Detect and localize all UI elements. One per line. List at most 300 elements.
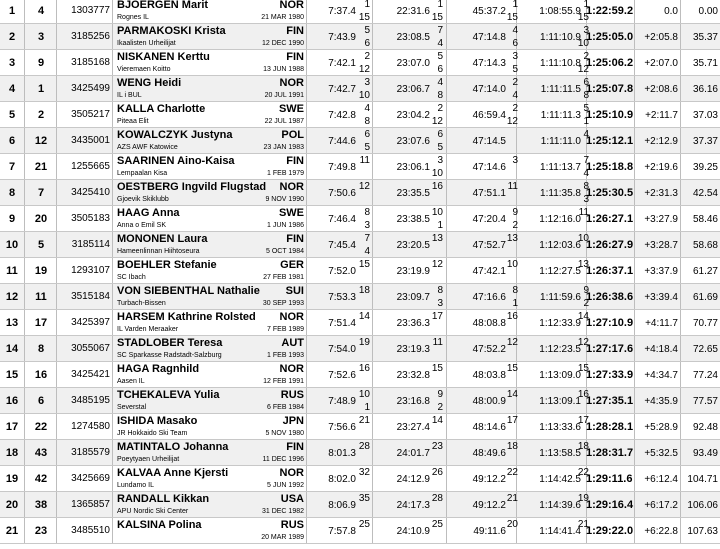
split-4-rank-top: 17 bbox=[577, 415, 589, 426]
bib-cell: 43 bbox=[34, 447, 48, 459]
column-divider bbox=[112, 492, 113, 517]
finish-time: 1:27:17.6 bbox=[586, 343, 634, 355]
column-divider bbox=[372, 388, 373, 413]
column-divider bbox=[372, 0, 373, 23]
column-divider bbox=[56, 362, 57, 387]
split-time-4: 1:13:09.0 bbox=[539, 370, 581, 381]
time-behind: 0.0 bbox=[664, 6, 678, 17]
column-divider bbox=[56, 206, 57, 231]
fis-points: 77.24 bbox=[692, 370, 718, 381]
athlete-name: KALVAA Anne Kjersti bbox=[117, 467, 229, 479]
athlete-name: MONONEN Laura bbox=[117, 233, 208, 245]
column-divider bbox=[24, 232, 25, 257]
split-time-2: 23:06.1 bbox=[396, 162, 430, 173]
athlete-name: VON SIEBENTHAL Nathalie bbox=[117, 285, 260, 297]
fis-points: 72.65 bbox=[692, 344, 718, 355]
split-2-rank-top: 1 bbox=[437, 0, 443, 10]
nation-code: SUI bbox=[285, 285, 304, 297]
time-behind: +3:37.9 bbox=[644, 266, 678, 277]
bib-cell: 17 bbox=[34, 317, 48, 329]
nation-code: FIN bbox=[286, 155, 304, 167]
split-3-rank-top: 16 bbox=[506, 311, 518, 322]
athlete-name: HARSEM Kathrine Rolsted bbox=[117, 311, 256, 323]
split-time-1: 7:52.0 bbox=[328, 266, 356, 277]
birth-date: 20 JUL 1991 bbox=[264, 92, 304, 99]
column-divider bbox=[24, 492, 25, 517]
rank-cell: 21 bbox=[5, 525, 19, 537]
split-3-rank-top: 21 bbox=[506, 493, 518, 504]
column-divider bbox=[112, 310, 113, 335]
result-row bbox=[0, 76, 720, 102]
column-divider bbox=[372, 336, 373, 361]
split-time-1: 7:57.8 bbox=[328, 526, 356, 537]
column-divider bbox=[446, 440, 447, 465]
fis-code-cell: 3185168 bbox=[71, 57, 110, 68]
time-behind: +2:12.9 bbox=[644, 136, 678, 147]
finish-time: 1:29:11.6 bbox=[586, 473, 633, 485]
split-time-4: 1:11:13.7 bbox=[540, 162, 581, 173]
column-divider bbox=[372, 232, 373, 257]
bib-cell: 12 bbox=[34, 135, 48, 147]
finish-time: 1:26:38.6 bbox=[586, 291, 634, 303]
column-divider bbox=[24, 0, 25, 23]
athlete-name: TCHEKALEVA Yulia bbox=[117, 389, 220, 401]
rank-cell: 17 bbox=[5, 421, 19, 433]
split-time-4: 1:11:35.8 bbox=[540, 188, 581, 199]
split-3-rank-top: 10 bbox=[506, 259, 518, 270]
column-divider bbox=[634, 24, 635, 49]
club-name: SC Ibach bbox=[117, 274, 146, 281]
fis-code-cell: 3435001 bbox=[71, 135, 110, 146]
column-divider bbox=[372, 154, 373, 179]
split-1-rank-top: 15 bbox=[358, 259, 370, 270]
split-2-rank-top: 26 bbox=[431, 467, 443, 478]
finish-time: 1:25:10.9 bbox=[586, 109, 634, 121]
split-time-3: 49:11.6 bbox=[473, 526, 506, 537]
split-4-rank-top: 1 bbox=[583, 0, 589, 10]
time-behind: +6:17.2 bbox=[644, 500, 678, 511]
split-time-3: 47:52.2 bbox=[472, 344, 506, 355]
fis-points: 70.77 bbox=[692, 318, 718, 329]
split-time-3: 47:16.6 bbox=[472, 292, 506, 303]
rank-cell: 9 bbox=[8, 213, 16, 225]
split-time-4: 1:13:58.5 bbox=[539, 448, 581, 459]
birth-date: 31 DEC 1982 bbox=[261, 508, 304, 515]
split-time-2: 24:01.7 bbox=[396, 448, 430, 459]
split-4-rank-top: 19 bbox=[577, 493, 589, 504]
split-3-rank-bottom: 12 bbox=[506, 116, 518, 127]
birth-date: 1 FEB 1979 bbox=[267, 170, 304, 177]
club-name: Turbach-Bissen bbox=[117, 300, 166, 307]
fis-points: 61.69 bbox=[692, 292, 718, 303]
column-divider bbox=[56, 232, 57, 257]
split-2-rank-top: 25 bbox=[431, 519, 443, 530]
column-divider bbox=[112, 154, 113, 179]
birth-date: 6 FEB 1984 bbox=[267, 404, 304, 411]
column-divider bbox=[24, 284, 25, 309]
athlete-name: PARMAKOSKI Krista bbox=[117, 25, 226, 37]
split-1-rank-top: 18 bbox=[358, 285, 370, 296]
result-row bbox=[0, 362, 720, 388]
club-name: IL Varden Meraaker bbox=[117, 326, 179, 333]
split-1-rank-top: 4 bbox=[364, 103, 370, 114]
column-divider bbox=[634, 284, 635, 309]
rank-cell: 15 bbox=[5, 369, 19, 381]
club-name: Ikaalisten Urheilijat bbox=[117, 40, 176, 47]
nation-code: RUS bbox=[280, 519, 304, 531]
split-2-rank-top: 6 bbox=[437, 129, 443, 140]
split-3-rank-top: 3 bbox=[512, 155, 518, 166]
column-divider bbox=[446, 154, 447, 179]
time-behind: +2:19.6 bbox=[644, 162, 678, 173]
column-divider bbox=[24, 336, 25, 361]
column-divider bbox=[634, 310, 635, 335]
rank-cell: 3 bbox=[8, 57, 16, 69]
rank-cell: 19 bbox=[5, 473, 19, 485]
split-1-rank-bottom: 15 bbox=[358, 12, 370, 23]
time-behind: +6:12.4 bbox=[644, 474, 678, 485]
birth-date: 23 JAN 1983 bbox=[263, 144, 304, 151]
split-time-2: 23:09.7 bbox=[396, 292, 430, 303]
fis-points: 58.68 bbox=[692, 240, 718, 251]
finish-time: 1:25:07.8 bbox=[586, 83, 634, 95]
split-time-3: 48:49.6 bbox=[472, 448, 506, 459]
split-time-4: 1:11:59.6 bbox=[540, 292, 581, 303]
nation-code: AUT bbox=[281, 337, 304, 349]
split-time-4: 1:11:11.5 bbox=[540, 84, 581, 95]
rank-cell: 11 bbox=[6, 265, 18, 277]
birth-date: 7 FEB 1989 bbox=[267, 326, 304, 333]
column-divider bbox=[56, 518, 57, 543]
fis-code-cell: 3505183 bbox=[71, 213, 110, 224]
split-2-rank-top: 5 bbox=[437, 51, 443, 62]
athlete-name: OESTBERG Ingvild Flugstad bbox=[117, 181, 267, 193]
rank-cell: 13 bbox=[5, 317, 19, 329]
time-behind: +2:31.3 bbox=[644, 188, 678, 199]
split-1-rank-top: 2 bbox=[364, 51, 370, 62]
fis-code-cell: 3185114 bbox=[71, 239, 110, 250]
column-divider bbox=[56, 128, 57, 153]
column-divider bbox=[372, 362, 373, 387]
split-3-rank-top: 13 bbox=[506, 233, 518, 244]
split-4-rank-top: 7 bbox=[583, 155, 589, 166]
split-time-2: 23:08.5 bbox=[396, 32, 430, 43]
fis-code-cell: 3425421 bbox=[71, 369, 110, 380]
split-time-3: 48:14.6 bbox=[472, 422, 506, 433]
rank-cell: 5 bbox=[8, 109, 16, 121]
result-row bbox=[0, 518, 720, 544]
split-time-1: 7:51.4 bbox=[328, 318, 356, 329]
column-divider bbox=[634, 258, 635, 283]
split-3-rank-top: 3 bbox=[512, 51, 518, 62]
fis-code-cell: 1255665 bbox=[71, 161, 110, 172]
column-divider bbox=[372, 206, 373, 231]
finish-time: 1:27:35.1 bbox=[586, 395, 634, 407]
split-time-1: 7:53.3 bbox=[328, 292, 356, 303]
fis-points: 36.16 bbox=[692, 84, 718, 95]
split-1-rank-top: 35 bbox=[358, 493, 370, 504]
split-time-3: 47:51.1 bbox=[472, 188, 506, 199]
nation-code: FIN bbox=[286, 233, 304, 245]
fis-points: 61.27 bbox=[692, 266, 718, 277]
column-divider bbox=[24, 362, 25, 387]
athlete-name: STADLOBER Teresa bbox=[117, 337, 223, 349]
column-divider bbox=[56, 76, 57, 101]
finish-time: 1:25:30.5 bbox=[586, 187, 634, 199]
nation-code: NOR bbox=[279, 363, 304, 375]
nation-code: NOR bbox=[279, 467, 304, 479]
split-time-4: 1:11:11.3 bbox=[540, 110, 581, 121]
split-2-rank-top: 16 bbox=[431, 181, 443, 192]
column-divider bbox=[56, 388, 57, 413]
split-3-rank-bottom: 4 bbox=[512, 90, 518, 101]
column-divider bbox=[24, 440, 25, 465]
result-row bbox=[0, 154, 720, 180]
split-3-rank-top: 11 bbox=[507, 181, 518, 192]
split-4-rank-bottom: 12 bbox=[577, 64, 589, 75]
bib-cell: 38 bbox=[34, 499, 48, 511]
column-divider bbox=[56, 492, 57, 517]
club-name: Piteaa Elit bbox=[117, 118, 149, 125]
split-time-2: 23:20.5 bbox=[396, 240, 430, 251]
column-divider bbox=[112, 284, 113, 309]
split-3-rank-top: 20 bbox=[506, 519, 518, 530]
column-divider bbox=[372, 128, 373, 153]
result-row bbox=[0, 414, 720, 440]
column-divider bbox=[446, 388, 447, 413]
time-behind: +2:08.6 bbox=[644, 84, 678, 95]
split-3-rank-top: 8 bbox=[512, 285, 518, 296]
rank-cell: 14 bbox=[5, 343, 19, 355]
time-behind: +2:07.0 bbox=[644, 58, 678, 69]
split-time-3: 47:14.8 bbox=[472, 32, 506, 43]
split-time-4: 1:08:55.9 bbox=[539, 6, 581, 17]
column-divider bbox=[634, 492, 635, 517]
split-time-2: 24:10.9 bbox=[396, 526, 430, 537]
finish-time: 1:28:28.1 bbox=[586, 421, 634, 433]
column-divider bbox=[446, 50, 447, 75]
fis-code-cell: 1303777 bbox=[71, 5, 110, 16]
fis-points: 0.00 bbox=[698, 6, 718, 17]
split-time-2: 24:17.3 bbox=[396, 500, 430, 511]
split-4-rank-top: 13 bbox=[577, 259, 589, 270]
athlete-name: BJOERGEN Marit bbox=[117, 0, 209, 11]
split-time-2: 23:19.9 bbox=[396, 266, 430, 277]
fis-points: 93.49 bbox=[692, 448, 718, 459]
split-3-rank-top: 18 bbox=[506, 441, 518, 452]
column-divider bbox=[56, 440, 57, 465]
split-time-3: 49:12.2 bbox=[472, 474, 506, 485]
split-time-1: 7:43.9 bbox=[328, 32, 356, 43]
bib-cell: 5 bbox=[37, 239, 45, 251]
split-time-2: 23:36.3 bbox=[396, 318, 430, 329]
column-divider bbox=[24, 258, 25, 283]
fis-code-cell: 3485195 bbox=[71, 395, 110, 406]
split-2-rank-top: 28 bbox=[431, 493, 443, 504]
split-3-rank-top: 4 bbox=[512, 25, 518, 36]
column-divider bbox=[372, 492, 373, 517]
split-time-1: 7:45.4 bbox=[328, 240, 356, 251]
split-time-4: 1:11:11.0 bbox=[540, 136, 581, 147]
column-divider bbox=[112, 232, 113, 257]
result-row bbox=[0, 310, 720, 336]
split-time-3: 47:20.4 bbox=[472, 214, 506, 225]
split-1-rank-top: 16 bbox=[358, 363, 370, 374]
column-divider bbox=[446, 76, 447, 101]
split-time-1: 7:42.8 bbox=[328, 110, 356, 121]
split-4-rank-bottom: 15 bbox=[577, 12, 589, 23]
column-divider bbox=[372, 180, 373, 205]
column-divider bbox=[112, 76, 113, 101]
club-name: Anna o Emil SK bbox=[117, 222, 167, 229]
split-time-2: 23:27.4 bbox=[396, 422, 430, 433]
split-3-rank-top: 2 bbox=[512, 77, 518, 88]
bib-cell: 2 bbox=[37, 109, 45, 121]
time-behind: +3:39.4 bbox=[644, 292, 678, 303]
column-divider bbox=[24, 310, 25, 335]
column-divider bbox=[56, 466, 57, 491]
split-3-rank-top: 22 bbox=[506, 467, 518, 478]
split-4-rank-bottom: 2 bbox=[583, 298, 589, 309]
split-4-rank-top: 14 bbox=[577, 311, 589, 322]
split-3-rank-bottom: 15 bbox=[506, 12, 518, 23]
column-divider bbox=[634, 336, 635, 361]
split-2-rank-top: 15 bbox=[431, 363, 443, 374]
split-2-rank-top: 12 bbox=[431, 259, 443, 270]
bib-cell: 22 bbox=[34, 421, 48, 433]
fis-points: 58.46 bbox=[692, 214, 718, 225]
split-3-rank-bottom: 5 bbox=[512, 64, 518, 75]
column-divider bbox=[24, 24, 25, 49]
split-3-rank-top: 1 bbox=[512, 0, 518, 10]
column-divider bbox=[112, 0, 113, 23]
fis-code-cell: 3185256 bbox=[71, 31, 110, 42]
column-divider bbox=[516, 128, 517, 153]
split-1-rank-top: 5 bbox=[364, 25, 370, 36]
bib-cell: 4 bbox=[37, 5, 45, 17]
split-time-3: 47:14.6 bbox=[472, 162, 506, 173]
split-time-1: 7:50.6 bbox=[328, 188, 356, 199]
column-divider bbox=[446, 24, 447, 49]
birth-date: 12 FEB 1991 bbox=[263, 378, 304, 385]
split-1-rank-top: 8 bbox=[364, 207, 370, 218]
result-row bbox=[0, 180, 720, 206]
result-row bbox=[0, 336, 720, 362]
birth-date: 5 JUN 1992 bbox=[267, 482, 304, 489]
club-name: Aasen IL bbox=[117, 378, 145, 385]
split-time-3: 48:00.9 bbox=[472, 396, 506, 407]
split-time-4: 1:13:33.6 bbox=[539, 422, 581, 433]
bib-cell: 9 bbox=[37, 57, 45, 69]
split-4-rank-top: 4 bbox=[583, 129, 589, 140]
split-time-4: 1:12:33.9 bbox=[539, 318, 581, 329]
split-2-rank-top: 13 bbox=[431, 233, 443, 244]
fis-code-cell: 3515184 bbox=[71, 291, 110, 302]
split-1-rank-top: 1 bbox=[364, 0, 370, 10]
split-1-rank-top: 32 bbox=[358, 467, 370, 478]
column-divider bbox=[56, 50, 57, 75]
column-divider bbox=[634, 0, 635, 23]
birth-date: 11 DEC 1996 bbox=[262, 456, 304, 463]
split-time-3: 48:08.8 bbox=[472, 318, 506, 329]
column-divider bbox=[446, 102, 447, 127]
rank-cell: 2 bbox=[8, 31, 16, 43]
column-divider bbox=[112, 128, 113, 153]
athlete-name: HAAG Anna bbox=[117, 207, 180, 219]
bib-cell: 16 bbox=[34, 369, 48, 381]
athlete-name: KOWALCZYK Justyna bbox=[117, 129, 233, 141]
finish-time: 1:26:27.9 bbox=[586, 239, 634, 251]
time-behind: +6:22.8 bbox=[644, 526, 678, 537]
column-divider bbox=[372, 466, 373, 491]
split-1-rank-bottom: 3 bbox=[364, 220, 370, 231]
result-row bbox=[0, 232, 720, 258]
result-row bbox=[0, 24, 720, 50]
time-behind: +3:28.7 bbox=[644, 240, 678, 251]
split-time-4: 1:11:10.9 bbox=[540, 32, 581, 43]
athlete-name: SAARINEN Aino-Kaisa bbox=[117, 155, 235, 167]
column-divider bbox=[372, 50, 373, 75]
split-time-3: 45:37.2 bbox=[472, 6, 506, 17]
fis-code-cell: 3485510 bbox=[71, 525, 110, 536]
split-time-2: 23:07.6 bbox=[396, 136, 430, 147]
bib-cell: 7 bbox=[37, 187, 45, 199]
result-row bbox=[0, 492, 720, 518]
split-time-1: 8:06.9 bbox=[328, 500, 356, 511]
column-divider bbox=[634, 50, 635, 75]
birth-date: 22 JUL 1987 bbox=[264, 118, 304, 125]
split-2-rank-top: 14 bbox=[431, 415, 443, 426]
athlete-name: MATINTALO Johanna bbox=[117, 441, 229, 453]
club-name: Lempaalan Kisa bbox=[117, 170, 168, 177]
column-divider bbox=[446, 206, 447, 231]
column-divider bbox=[112, 518, 113, 543]
column-divider bbox=[634, 440, 635, 465]
fis-code-cell: 1365857 bbox=[71, 499, 110, 510]
nation-code: JPN bbox=[282, 415, 304, 427]
club-name: SC Sparkasse Radstadt-Salzburg bbox=[117, 352, 222, 359]
column-divider bbox=[446, 310, 447, 335]
split-1-rank-top: 6 bbox=[364, 129, 370, 140]
split-time-1: 7:56.6 bbox=[328, 422, 356, 433]
column-divider bbox=[24, 76, 25, 101]
column-divider bbox=[24, 180, 25, 205]
finish-time: 1:29:22.0 bbox=[586, 525, 634, 537]
split-2-rank-top: 8 bbox=[437, 285, 443, 296]
fis-points: 104.71 bbox=[687, 474, 718, 485]
rank-cell: 1 bbox=[8, 5, 16, 17]
birth-date: 20 MAR 1989 bbox=[261, 534, 304, 541]
column-divider bbox=[112, 440, 113, 465]
split-time-2: 23:16.8 bbox=[396, 396, 430, 407]
result-row bbox=[0, 128, 720, 154]
split-time-2: 22:31.6 bbox=[396, 6, 430, 17]
column-divider bbox=[372, 258, 373, 283]
split-1-rank-top: 11 bbox=[359, 155, 370, 166]
column-divider bbox=[372, 310, 373, 335]
club-name: IL i BUL bbox=[117, 92, 142, 99]
column-divider bbox=[56, 154, 57, 179]
finish-time: 1:27:33.9 bbox=[586, 369, 634, 381]
split-2-rank-bottom: 2 bbox=[437, 402, 443, 413]
split-4-rank-top: 18 bbox=[577, 441, 589, 452]
split-2-rank-top: 7 bbox=[437, 25, 443, 36]
split-4-rank-top: 22 bbox=[577, 467, 589, 478]
athlete-name: RANDALL Kikkan bbox=[117, 493, 210, 505]
bib-cell: 3 bbox=[37, 31, 45, 43]
split-time-3: 47:14.3 bbox=[472, 58, 506, 69]
club-name: Rognes IL bbox=[117, 14, 149, 21]
